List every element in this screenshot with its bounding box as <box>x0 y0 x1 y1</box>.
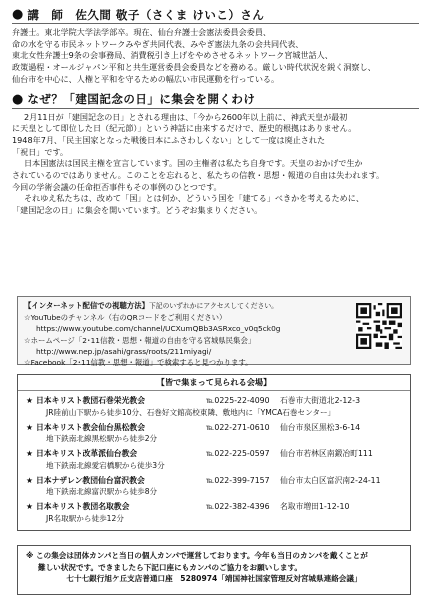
venue-name: 日本キリスト教会仙台黒松教会 <box>36 422 145 432</box>
bio-line: 東北女性弁護士9条の会事務局、消費税引き上げをやめさせるネットワーク宮城世話人、 <box>12 50 333 61</box>
bio-line: 弁護士。東北学院大学法学部卒。現在、仙台弁護士会憲法委員会委員、 <box>12 27 272 37</box>
star-icon: ★ <box>26 502 33 512</box>
venue-item <box>26 501 402 524</box>
lecturer-title: 講 師 佐久間 敬子（さくま けいこ）さん <box>27 7 265 22</box>
star-icon: ★ <box>26 396 33 405</box>
youtube-label: ☆YouTubeのチャンネル（右のQRコードをご利用ください） <box>24 313 227 323</box>
venue-tel: ℡022-271-0610 <box>206 422 270 432</box>
star-icon: ★ <box>26 475 33 485</box>
venue-name: 日本キリスト教団石巻栄光教会 <box>36 396 145 405</box>
venue-access: 地下鉄南北線愛宕橋駅から徒歩3分 <box>46 460 165 470</box>
venue-access: 地下鉄南北線富沢駅から徒歩8分 <box>46 487 158 497</box>
para-line: 2月11日が「建国記念の日」とされる理由は、「今から2600年以上前に、神武天皇が最初 <box>24 111 348 122</box>
internet-box <box>17 296 411 368</box>
venue-address: 石巻市大街道北2-12-3 <box>280 396 361 405</box>
bank-account: 七十七銀行旭ケ丘支店普通口座 5280974「靖国神社国家管理反対宮城県連絡会議」 <box>66 574 362 583</box>
para-line: に天皇として即位した日（紀元節）」という神話に由来するだけで、歴史的根拠はありません。 <box>12 123 357 134</box>
bio-line: 仙台市を中心に、人権と平和を守るための幅広い市民運動を行っている。 <box>12 73 280 84</box>
bio-line: 政策過程・オールジャパン平和と共生運営委員会委員などを務める。厳しい時代状況を鋭く洞察し、 <box>12 62 376 73</box>
bullet-icon: ● <box>12 7 24 22</box>
venue-name: 日本ナザレン教団仙台富沢教会 <box>36 475 145 485</box>
venue-item <box>26 395 402 418</box>
venue-item <box>26 448 402 471</box>
venue-name: 日本キリスト教団名取教会 <box>36 502 130 512</box>
para-line: 「祝日」です。 <box>12 146 69 157</box>
homepage-link[interactable]: http://www.nep.jp/asahi/grass/roots/211miyagi/ <box>36 346 212 356</box>
para-line: 今回の学術会議の任命拒否事件もその事例のひとつです。 <box>12 181 222 192</box>
star-icon: ★ <box>26 449 33 459</box>
facebook-label: ☆Facebook「2･11信教・思想・報道」で検索すると見つかります。 <box>24 358 253 368</box>
venue-name: 日本キリスト改革派仙台教会 <box>36 449 138 459</box>
venue-tel: ℡022-399-7157 <box>206 475 270 485</box>
homepage-label: ☆ホームページ「2･11信教・思想・報道の自由を守る宮城県民集会」 <box>24 335 256 345</box>
youtube-link[interactable]: https://www.youtube.com/channel/UCXumQBb3ASRxco_v0q5ck0g <box>36 324 281 334</box>
venue-address: 仙台市泉区黒松3-6-14 <box>280 422 361 432</box>
donation-box <box>17 545 411 595</box>
para-line: 「建国記念の日」に集会を開いています。どうぞお集まりください。 <box>12 205 263 216</box>
why-body <box>12 112 419 217</box>
lecturer-bio <box>12 27 419 86</box>
venue-access: JR陸前山下駅から徒歩10分、石巻好文館高校東隣、敷地内に「YMCA石巻センター」 <box>46 407 336 417</box>
venue-item <box>26 422 402 445</box>
venue-access: JR名取駅から徒歩12分 <box>46 513 124 523</box>
para-line: それゆえ私たちは、改めて「国」とは何か、どういう国を「建てる」べきかを考えるために、 <box>24 193 364 204</box>
donation-line: 難しい状況です。できましたら下記口座にもカンパのご協力をお願いします。 <box>38 562 303 572</box>
venue-address: 名取市増田1-12-10 <box>280 502 350 512</box>
venue-heading: 【皆で集まって見られる会場】 <box>18 375 410 391</box>
star-icon: ★ <box>26 422 33 432</box>
venue-access: 地下鉄南北線黒松駅から徒歩2分 <box>46 434 158 444</box>
why-title: なぜ？「建国記念の日」に集会を開くわけ <box>27 92 256 107</box>
venue-address: 仙台市若林区南鍛冶町111 <box>280 449 373 459</box>
para-line: されているのではありません。このことを忘れると、私たちの信教・思想・報道の自由は失われます。 <box>12 170 385 181</box>
para-line: 1948年7月、「民主国家となった戦後日本にふさわしくない」として一度は廃止された <box>12 134 326 145</box>
bullet-icon: ● <box>12 91 24 107</box>
qr-code-icon[interactable] <box>356 303 402 349</box>
venue-address: 仙台市太白区富沢南2-24-11 <box>280 475 381 485</box>
why-heading <box>12 91 419 109</box>
internet-title: 【インターネット配信での視聴方法】 <box>24 301 149 310</box>
internet-note: 下記のいずれかにアクセスしてください。 <box>148 302 278 310</box>
venue-tel: ℡022-382-4396 <box>206 502 270 512</box>
lecturer-heading <box>12 6 419 24</box>
para-line: 日本国憲法は国民主権を宣言しています。国の主権者は私たち自身です。天皇のおかげで生か <box>24 158 363 169</box>
venue-box <box>17 374 411 531</box>
venue-tel: ℡0225-22-4090 <box>206 396 270 405</box>
venue-item <box>26 475 402 498</box>
bio-line: 命の水を守る市民ネットワークみやぎ共同代表、みやぎ憲法九条の会共同代表、 <box>12 38 304 49</box>
venue-tel: ℡022-225-0597 <box>206 449 270 459</box>
donation-line: ※ この集会は団体カンパと当日の個人カンパで運営しております。今年も当日のカンパを戴くことが <box>26 551 368 560</box>
